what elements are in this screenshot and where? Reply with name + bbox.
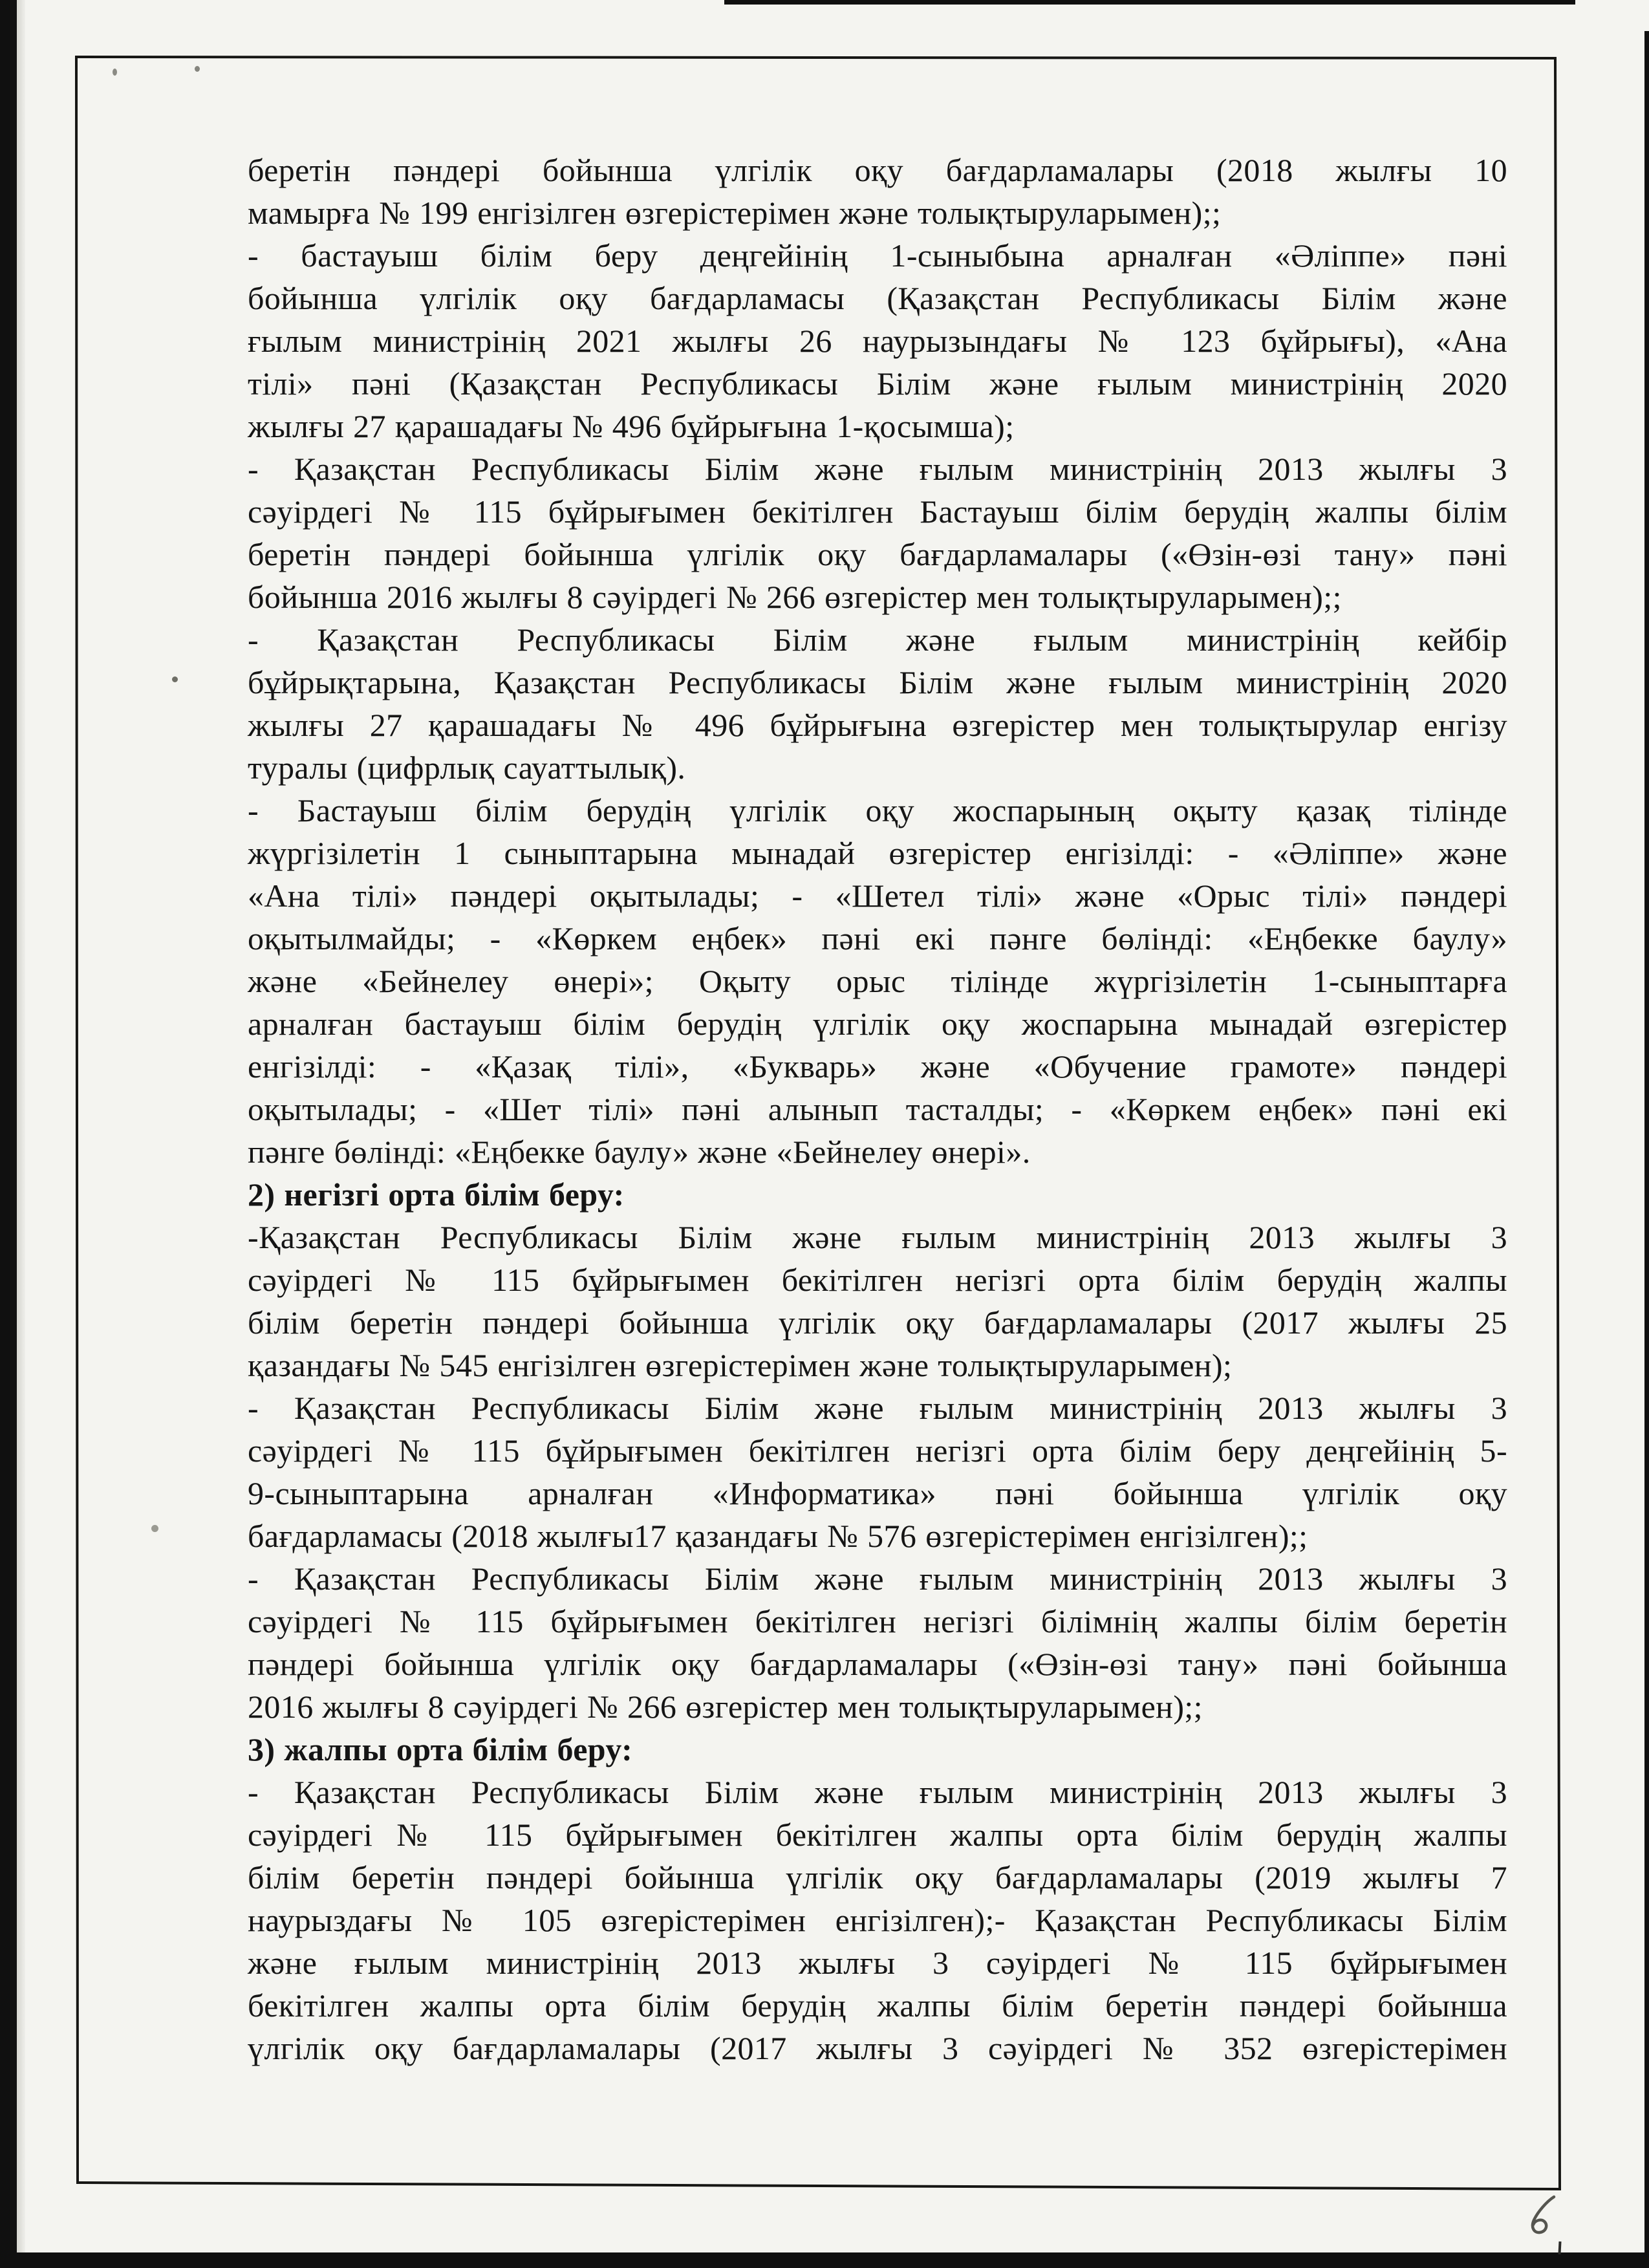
- text-line: пәнге бөлінді: «Еңбекке баулу» және «Бейнелеу өнері».: [248, 1134, 1031, 1170]
- text-line: - Қазақстан Республикасы Білім және ғылым министрінің 2013 жылғы 3: [248, 1561, 1507, 1597]
- text-line: білім беретін пәндері бойынша үлгілік оқу бағдарламалары (2019 жылғы 7: [248, 1859, 1507, 1895]
- text-line: бағдарламасы (2018 жылғы17 қазандағы № 576 өзгерістерімен енгізілген);;: [248, 1518, 1308, 1554]
- text-line: оқытылмайды; - «Көркем еңбек» пәні екі пәнге бөлінді: «Еңбекке баулу»: [248, 920, 1507, 956]
- section-heading: 2) негізгі орта білім беру:: [248, 1176, 625, 1213]
- text-line: бойынша үлгілік оқу бағдарламасы (Қазақстан Республикасы Білім және: [248, 280, 1507, 316]
- text-line: сәуірдегі№ 115 бұйрығымен бекітілген жалпы орта білім берудің жалпы: [248, 1817, 1507, 1853]
- text-line: және ғылым министрінің 2013 жылғы 3 сәуірдегі № 115 бұйрығымен: [248, 1945, 1507, 1981]
- text-block: [248, 149, 1507, 2069]
- text-line: арналған бастауыш білім берудің үлгілік оқу жоспарына мынадай өзгерістер: [248, 1006, 1507, 1042]
- text-line: енгізілді: - «Қазақ тілі», «Букварь» және «Обучение грамоте» пәндері: [248, 1048, 1507, 1085]
- text-line: тілі» пәні (Қазақстан Республикасы Білім және ғылым министрінің 2020: [248, 365, 1507, 402]
- text-line: - Қазақстан Республикасы Білім және ғылым министрінің 2013 жылғы 3: [248, 1774, 1507, 1810]
- text-line: сәуірдегі № 115 бұйрығымен бекітілген Бастауыш білім берудің жалпы білім: [248, 493, 1507, 530]
- text-line: 2016 жылғы 8 сәуірдегі № 266 өзгерістер мен толықтыруларымен);;: [248, 1689, 1203, 1725]
- scan-speck: [151, 1525, 158, 1532]
- text-line: сәуірдегі № 115 бұйрығымен бекітілген негізгі білімнің жалпы білім беретін: [248, 1603, 1507, 1639]
- text-line: бекітілген жалпы орта білім берудің жалпы білім беретін пәндері бойынша: [248, 1987, 1507, 2024]
- text-line: - Қазақстан Республикасы Білім және ғылым министрінің 2013 жылғы 3: [248, 451, 1507, 487]
- text-line: қазандағы № 545 енгізілген өзгерістерімен және толықтыруларымен);: [248, 1347, 1233, 1383]
- scan-speck: [172, 676, 178, 682]
- text-line: беретін пәндері бойынша үлгілік оқу бағдарламалары («Өзін-өзі тану» пәні: [248, 536, 1507, 572]
- text-line: жылғы 27 қарашадағы № 496 бұйрығына 1-қосымша);: [248, 408, 1015, 444]
- text-line: беретін пәндері бойынша үлгілік оқу бағдарламалары (2018 жылғы 10: [248, 152, 1507, 188]
- text-line: сәуірдегі № 115 бұйрығымен бекітілген негізгі орта білім беру деңгейінің 5-: [248, 1432, 1507, 1469]
- text-line: 9-сыныптарына арналған «Информатика» пәні бойынша үлгілік оқу: [248, 1475, 1507, 1511]
- text-line: наурыздағы № 105 өзгерістерімен енгізілген);- Қазақстан Республикасы Білім: [248, 1902, 1507, 1938]
- text-line: және «Бейнелеу өнері»; Оқыту орыс тілінде жүргізілетін 1-сыныптарға: [248, 963, 1507, 999]
- text-line: туралы (цифрлық сауаттылық).: [248, 750, 686, 786]
- text-line: сәуірдегі № 115 бұйрығымен бекітілген негізгі орта білім берудің жалпы: [248, 1262, 1507, 1298]
- text-line: - Бастауыш білім берудің үлгілік оқу жоспарының оқыту қазақ тілінде: [248, 792, 1507, 828]
- page-number-handwritten: [1527, 2195, 1558, 2235]
- scan-speck: [113, 69, 117, 76]
- text-line: бойынша 2016 жылғы 8 сәуірдегі № 266 өзгерістер мен толықтыруларымен);;: [248, 579, 1342, 615]
- text-line: «Ана тілі» пәндері оқытылады; - «Шетел тілі» және «Орыс тілі» пәндері: [248, 878, 1507, 914]
- text-line: жылғы 27 қарашадағы № 496 бұйрығына өзгерістер мен толықтырулар енгізу: [248, 707, 1507, 743]
- text-line: оқытылады; - «Шет тілі» пәні алынып тасталды; - «Көркем еңбек» пәні екі: [248, 1091, 1507, 1127]
- text-line: жүргізілетін 1 сыныптарына мынадай өзгерістер енгізілді: - «Әліппе» және: [248, 835, 1507, 871]
- section-heading: 3) жалпы орта білім беру:: [248, 1731, 633, 1767]
- text-line: білім беретін пәндері бойынша үлгілік оқу бағдарламалары (2017 жылғы 25: [248, 1304, 1507, 1341]
- text-line: - бастауыш білім беру деңгейінің 1-сыныбына арналған «Әліппе» пәні: [248, 237, 1507, 274]
- scan-speck: [195, 66, 200, 72]
- text-line: ғылым министрінің 2021 жылғы 26 наурызындағы № 123 бұйрығы), «Ана: [248, 323, 1507, 359]
- text-line: -Қазақстан Республикасы Білім және ғылым министрінің 2013 жылғы 3: [248, 1219, 1507, 1255]
- text-line: бұйрықтарына, Қазақстан Республикасы Білім және ғылым министрінің 2020: [248, 664, 1507, 700]
- text-line: үлгілік оқу бағдарламалары (2017 жылғы 3 сәуірдегі № 352 өзгерістерімен: [248, 2030, 1507, 2066]
- text-line: - Қазақстан Республикасы Білім және ғылым министрінің 2013 жылғы 3: [248, 1390, 1507, 1426]
- text-line: мамырға № 199 енгізілген өзгерістерімен және толықтыруларымен);;: [248, 195, 1222, 231]
- text-line: пәндері бойынша үлгілік оқу бағдарламалары («Өзін-өзі тану» пәні бойынша: [248, 1646, 1507, 1682]
- text-line: - Қазақстан Республикасы Білім және ғылым министрінің кейбір: [248, 621, 1507, 658]
- handwritten-six-glyph: [1527, 2195, 1558, 2235]
